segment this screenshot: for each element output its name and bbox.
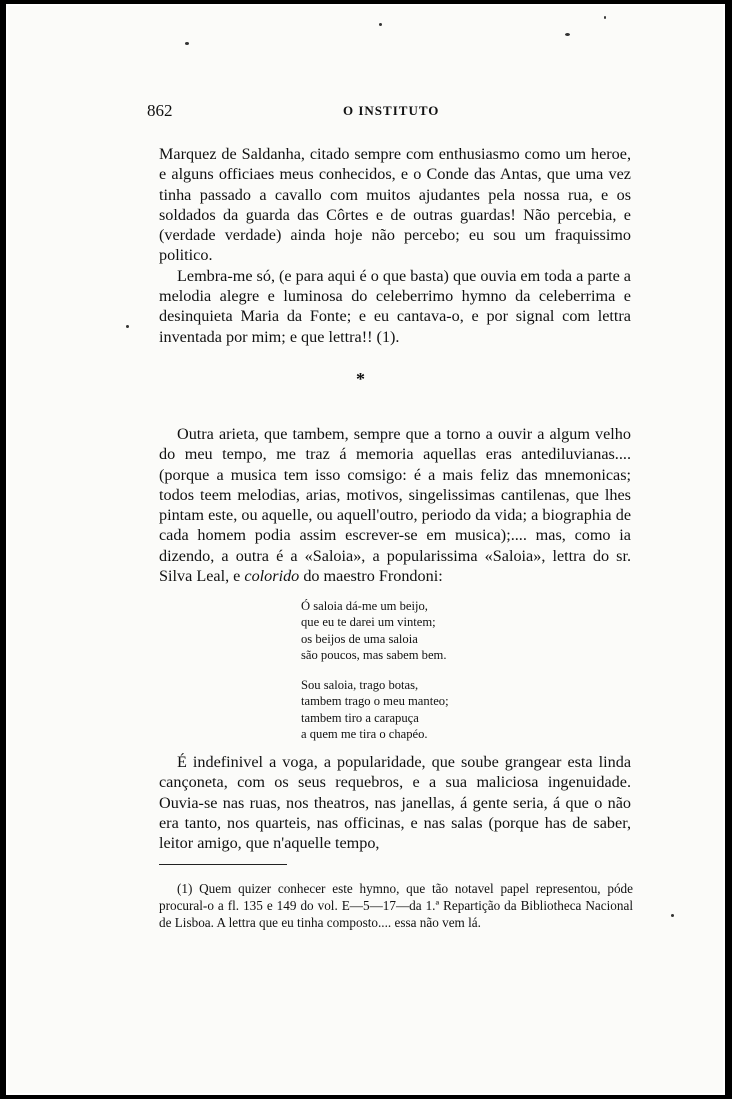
body-paragraphs-top [159, 144, 631, 347]
scan-speck [379, 23, 382, 26]
page-number: 862 [147, 101, 173, 120]
paragraph-2: Lembra-me só, (e para aqui é o que basta) que ouvia em toda a parte a melodia alegre e luminosa do celeberrimo hymno da celeberrima e desinquieta Maria da Fonte; e eu cantava-o, e por signal com lettra inventada por mim; e que lettra!! (1). [159, 266, 631, 346]
verse-line: a quem me tira o chapéo. [301, 726, 428, 741]
paragraph-3-italic: colorido [244, 567, 300, 586]
paragraph-3-text: Outra arieta, que tambem, sempre que a torno a ouvir a algum velho do meu tempo, me traz á memoria aquellas eras antediluvianas.... (porque a musica tem isso comsigo: é a mais feliz das mnemonicas; todos teem melodias, arias, motivos, singelissimas cantilenas, que lhes pintam este, ou aquelle, ou aquell'outro, periodo da vida; a biographia de cada homem podia assim escrever-se em musica);.... mas, como ia dizendo, a outra é a «Saloia», a popularissima «Saloia», lettra do sr. Silva Leal, e [159, 425, 631, 586]
verse-line: Sou saloia, trago botas, [301, 678, 419, 692]
verse-line: os beijos de uma saloia [301, 631, 418, 646]
footnote [159, 880, 633, 931]
verse-line: são poucos, mas sabem bem. [301, 647, 447, 662]
verse-line: Ó saloia dá-me um beijo, [301, 599, 428, 613]
paragraph-4: É indefinivel a voga, a popularidade, que soube grangear esta linda cançoneta, com os seus requebros, e a sua maliciosa ingenuidade. Ouvia-se nas ruas, nos theatros, nas janellas, á gente seria, á que o não era tanto, nos quarteis, nas officinas, e nas salas (porque has de saber, leitor amigo, que n'aquelle tempo, [159, 753, 631, 853]
scan-speck [126, 325, 129, 328]
verse-stanza-1 [301, 598, 531, 663]
paragraph-3-end: do maestro Frondoni: [299, 567, 443, 586]
footnote-rule [159, 864, 287, 865]
section-separator: * [356, 369, 365, 389]
paragraph-3 [159, 424, 631, 586]
verse-line: tambem tiro a carapuça [301, 710, 419, 725]
footnote-text: (1) Quem quizer conhecer este hymno, que tão notavel papel representou, póde procural-o a fl. 135 e 149 do vol. E—5—17—da 1.ª Repartição da Bibliotheca Nacional de Lisboa. A lettra que eu tinha composto.... essa não vem lá. [159, 881, 633, 930]
running-title: O INSTITUTO [343, 103, 440, 118]
paragraph-1: Marquez de Saldanha, citado sempre com enthusiasmo como um heroe, e alguns officiaes meus conhecidos, e o Conde das Antas, que uma vez tinha passado a cavallo com muitos ajudantes pela nossa rua, e os soldados da guarda das Côrtes e de outras guardas! Não percebia, e (verdade verdade) ainda hoje não percebo; eu sou um fraquissimo politico. [159, 145, 631, 265]
verse-line: que eu te darei um vintem; [301, 615, 436, 630]
scan-speck [565, 33, 570, 36]
page-header [147, 101, 637, 123]
scan-speck [604, 16, 606, 19]
scan-speck [671, 914, 674, 917]
verse-stanza-2 [301, 677, 531, 742]
verse-line: tambem trago o meu manteo; [301, 694, 449, 709]
scan-speck [185, 42, 189, 45]
